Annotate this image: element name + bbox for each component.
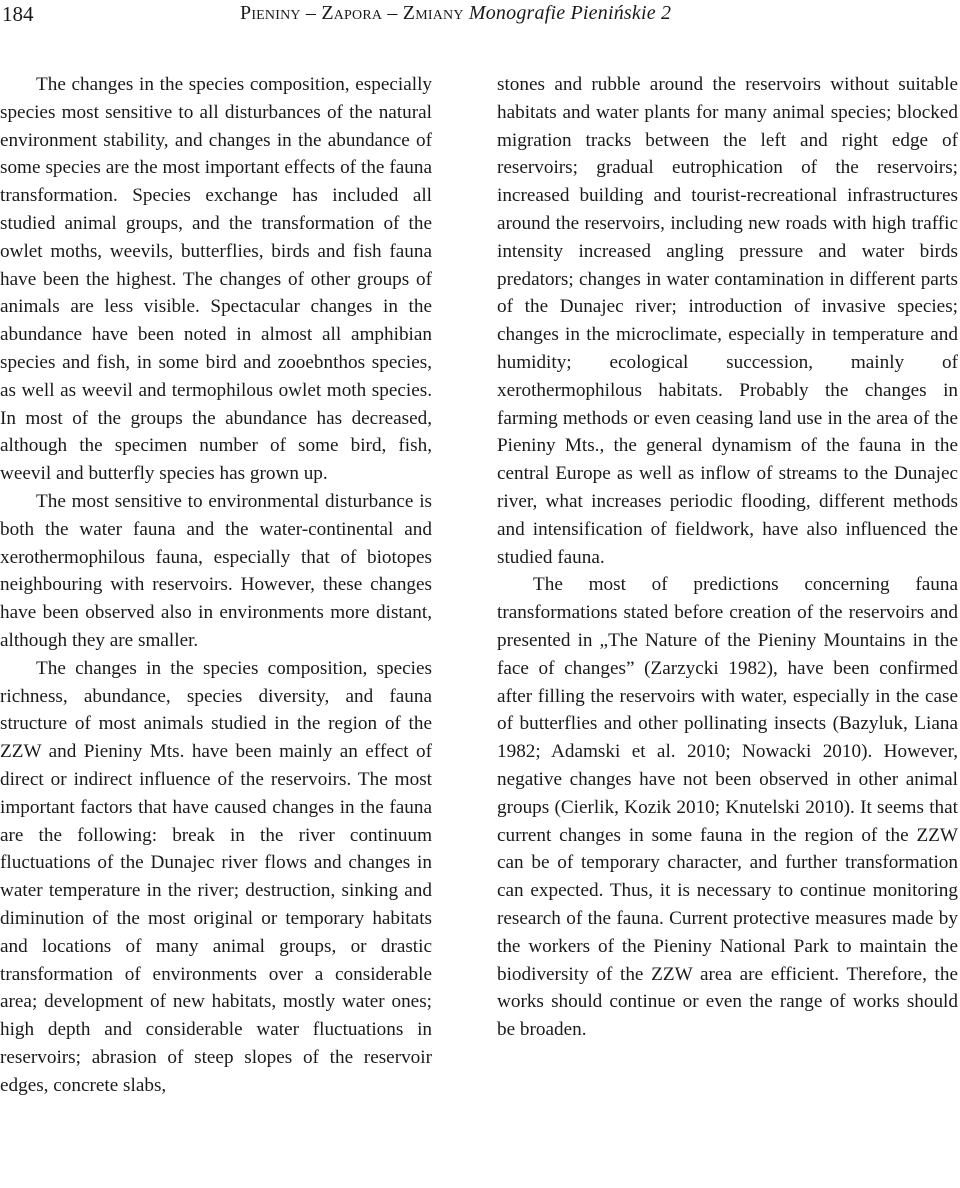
right-column <box>497 71 958 1044</box>
paragraph: The most sensitive to environmental disturbance is both the water fauna and the water-continental and xerothermophilous fauna, especially that of biotopes neighbouring with reservoirs. However, these changes have been observed also in environments more distant, although they are smaller. <box>0 490 432 651</box>
page-header <box>0 0 960 30</box>
left-column <box>0 71 432 1099</box>
paragraph: The most of predictions concerning fauna transformations stated before creation of the reservoirs and presented in „The Nature of the Pieniny Mountains in the face of changes” (Zarzycki 1982), have been confirmed after filling the reservoirs with water, especially in the case of butterflies and other pollinating insects (Bazyluk, Liana 1982; Adamski et al. 2010; Nowacki 2010). However, negative changes have not been observed in other animal groups (Cierlik, Kozik 2010; Knutelski 2010). It seems that current changes in some fauna in the region of the ZZW can be of temporary character, and further transformation can expected. Thus, it is necessary to continue monitoring research of the fauna. Current protective measures made by the workers of the Pieniny National Park to maintain the biodiversity of the ZZW area are efficient. Therefore, the works should continue or even the range of works should be broaden. <box>497 574 958 1041</box>
page-number: 184 <box>2 2 34 26</box>
paragraph-continuation: stones and rubble around the reservoirs without suitable habitats and water plants for many animal species; blocked migration tracks between the left and right edge of reservoirs; gradual eutrophication of the reservoirs; increased building and tourist-recreational infrastructures around the reservoirs, including new roads with high traffic intensity increased angling pressure and water birds predators; changes in water contamination in different parts of the Dunajec river; introduction of invasive species; changes in the microclimate, especially in temperature and humidity; ecological succession, mainly of xerothermophilous habitats. Probably the changes in farming methods or even ceasing land use in the area of the Pieniny Mts., the general dynamism of the fauna in the central Europe as well as inflow of streams to the Dunajec river, what increases periodic flooding, different methods and intensification of fieldwork, have also influenced the studied fauna. <box>497 74 958 568</box>
running-head-authors: Pieniny – Zapora – Zmiany <box>240 2 464 24</box>
paragraph: The changes in the species composition, species richness, abundance, species diversity, and fauna structure of most animals studied in the region of the ZZW and Pieniny Mts. have been mainly an effect of direct or indirect influence of the reservoirs. The most important factors that have caused changes in the fauna are the following: break in the river continuum fluctuations of the Dunajec river flows and changes in water temperature in the river; destruction, sinking and diminution of the most original or temporary habitats and locations of many animal groups, or drastic transformation of environments over a considerable area; development of new habitats, mostly water ones; high depth and considerable water fluctuations in reservoirs; abrasion of steep slopes of the reservoir edges, concrete slabs, <box>0 657 432 1096</box>
paragraph: The changes in the species composition, especially species most sensitive to all disturbances of the natural environment stability, and changes in the abundance of some species are the most important effects of the fauna transformation. Species exchange has included all studied animal groups, and the transformation of the owlet moths, weevils, butterflies, birds and fish fauna have been the highest. The changes of other groups of animals are less visible. Spectacular changes in the abundance have been noted in almost all amphibian species and fish, in some bird and zooebnthos species, as well as weevil and termophilous owlet moth species. In most of the groups the abundance has decreased, although the specimen number of some bird, fish, weevil and butterfly species has grown up. <box>0 74 432 485</box>
running-head <box>240 2 671 25</box>
running-head-series: Monografie Pienińskie 2 <box>468 2 672 24</box>
